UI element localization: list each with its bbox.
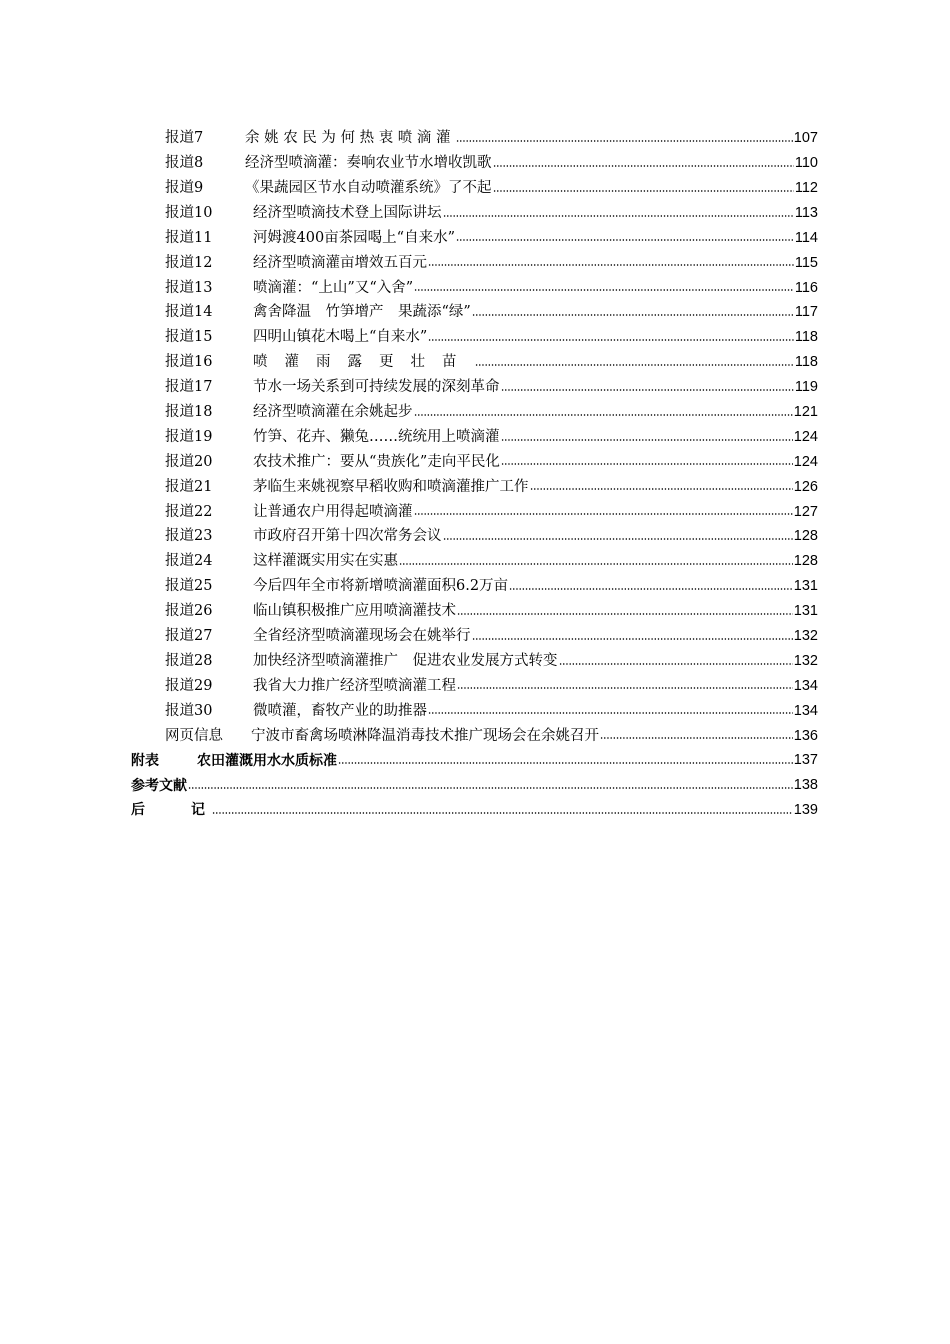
toc-entry[interactable] <box>0 325 950 350</box>
dot-leader <box>414 286 794 294</box>
toc-entry-page: 110 <box>794 155 818 172</box>
dot-leader <box>338 759 793 767</box>
toc-entry-page: 117 <box>794 304 818 321</box>
toc-entry-page: 116 <box>794 279 818 296</box>
dot-leader <box>475 361 794 369</box>
toc-entry-page: 132 <box>793 652 818 669</box>
toc-entry-page: 131 <box>793 603 818 620</box>
toc-entry-label: 报道22 <box>165 503 213 520</box>
toc-entry-title: 今后四年全市将新增喷滴灌面积6.2万亩 <box>253 578 509 595</box>
toc-entry-page: 112 <box>794 179 818 196</box>
toc-appendix[interactable] <box>0 748 950 773</box>
toc-entry-label: 报道26 <box>165 603 213 620</box>
toc-entry-page: 124 <box>793 453 818 470</box>
toc-entry[interactable] <box>0 499 950 524</box>
toc-entry-title: 经济型喷滴灌在余姚起步 <box>253 403 413 420</box>
toc-entry-page: 134 <box>793 702 818 719</box>
dot-leader <box>501 436 793 444</box>
dot-leader <box>399 560 793 568</box>
toc-entry[interactable] <box>0 350 950 375</box>
toc-entry-title: 微喷灌，畜牧产业的助推器 <box>253 702 427 719</box>
toc-entry-page: 124 <box>793 428 818 445</box>
toc-entry-label: 报道25 <box>165 578 213 595</box>
dot-leader <box>559 660 793 668</box>
toc-entry[interactable] <box>0 375 950 400</box>
toc-entry-page: 131 <box>793 578 818 595</box>
toc-entry-title: 农技术推广：要从“贵族化”走向平民化 <box>253 453 500 470</box>
toc-entry-title: 临山镇积极推广应用喷滴灌技术 <box>253 603 456 620</box>
toc-entry-label: 报道16 <box>165 354 213 371</box>
toc-entry-label: 报道11 <box>165 229 213 246</box>
toc-entry[interactable] <box>0 649 950 674</box>
toc-entry-title: 让普通农户用得起喷滴灌 <box>253 503 413 520</box>
toc-entry-title: 我省大力推广经济型喷滴灌工程 <box>253 677 456 694</box>
toc-afterword-title: 后 记 <box>131 802 211 819</box>
toc-entry-page: 128 <box>793 528 818 545</box>
dot-leader <box>428 336 794 344</box>
dot-leader <box>428 261 794 269</box>
toc-entry-page: 114 <box>794 229 818 246</box>
toc-entry-page: 107 <box>793 130 818 147</box>
toc-entry-page: 115 <box>794 254 818 271</box>
toc-entry-label: 报道9 <box>165 179 204 196</box>
dot-leader <box>493 187 794 195</box>
dot-leader <box>414 510 793 518</box>
toc-entry[interactable] <box>0 201 950 226</box>
toc-entry-page: 118 <box>794 354 818 371</box>
toc-afterword-page: 139 <box>793 802 818 819</box>
toc-references[interactable] <box>0 773 950 798</box>
toc-entry-title: 经济型喷滴灌：奏响农业节水增收凯歌 <box>245 155 492 172</box>
dot-leader <box>456 137 793 145</box>
dot-leader <box>443 535 793 543</box>
toc-entry-page: 119 <box>794 379 818 396</box>
dot-leader <box>509 585 793 593</box>
toc-entry-label: 报道30 <box>165 702 213 719</box>
toc-entry[interactable] <box>0 674 950 699</box>
toc-entry-title: 竹笋、花卉、獭兔……统统用上喷滴灌 <box>253 428 500 445</box>
toc-entry-page: 127 <box>793 503 818 520</box>
toc-entry-label: 报道29 <box>165 677 213 694</box>
toc-entry-title: 禽舍降温 竹笋增产 果蔬添“绿” <box>253 304 471 321</box>
toc-entry-label: 报道28 <box>165 652 213 669</box>
toc-entry[interactable] <box>0 524 950 549</box>
dot-leader <box>501 386 794 394</box>
toc-entry-title: 河姆渡400亩茶园喝上“自来水” <box>253 229 456 246</box>
table-of-contents <box>0 126 950 823</box>
dot-leader <box>457 684 793 692</box>
toc-entry-label: 报道27 <box>165 628 213 644</box>
toc-entry-label: 报道21 <box>165 478 213 495</box>
toc-entry-page: 118 <box>794 329 818 346</box>
toc-references-title: 参考文献 <box>131 777 187 794</box>
toc-entry-label: 报道15 <box>165 329 213 346</box>
toc-entry-title: 《果蔬园区节水自动喷灌系统》了不起 <box>245 179 492 196</box>
toc-entry-label: 报道10 <box>165 204 213 221</box>
toc-entry-title: 这样灌溉实用实在实惠 <box>253 553 398 570</box>
toc-entry-label: 报道14 <box>165 304 213 321</box>
toc-appendix-label: 附表 <box>131 752 159 769</box>
toc-entry-page: 126 <box>793 478 818 495</box>
toc-entry-page: 121 <box>793 403 818 420</box>
toc-entry-title: 全省经济型喷滴灌现场会在姚举行 <box>253 628 471 644</box>
toc-entry[interactable] <box>0 151 950 176</box>
toc-entry[interactable] <box>0 176 950 201</box>
toc-entry-label: 报道7 <box>165 130 204 147</box>
toc-references-page: 138 <box>793 777 818 794</box>
toc-entry-label: 报道20 <box>165 453 213 470</box>
dot-leader <box>493 162 794 170</box>
dot-leader <box>501 460 793 468</box>
toc-entry[interactable] <box>0 723 950 748</box>
toc-entry-page: 128 <box>793 553 818 570</box>
dot-leader <box>456 236 794 244</box>
toc-entry-page: 136 <box>793 727 818 744</box>
toc-entry-title: 四明山镇花木喝上“自来水” <box>253 329 428 346</box>
toc-entry-label: 报道12 <box>165 254 213 271</box>
toc-entry[interactable] <box>0 400 950 425</box>
toc-entry[interactable] <box>0 126 950 151</box>
dot-leader <box>457 610 793 618</box>
toc-entry-label: 报道24 <box>165 553 213 570</box>
toc-entry[interactable] <box>0 698 950 723</box>
toc-entry-title: 喷灌雨露更壮苗 <box>253 354 474 371</box>
toc-entry[interactable] <box>0 226 950 251</box>
dot-leader <box>188 784 793 792</box>
toc-entry[interactable] <box>0 599 950 624</box>
dot-leader <box>443 212 794 220</box>
toc-entry-label: 报道8 <box>165 155 204 172</box>
toc-entry-label: 网页信息 <box>165 727 223 744</box>
toc-entry-label: 报道18 <box>165 403 213 420</box>
toc-entry[interactable] <box>0 474 950 499</box>
dot-leader <box>472 635 793 643</box>
toc-entry-page: 134 <box>793 677 818 694</box>
toc-appendix-page: 137 <box>793 752 818 769</box>
toc-entry-title: 经济型喷滴技术登上国际讲坛 <box>253 204 442 221</box>
toc-entry-page: 113 <box>794 204 818 221</box>
toc-entry[interactable] <box>0 549 950 574</box>
dot-leader <box>428 709 793 717</box>
toc-appendix-title: 农田灌溉用水水质标准 <box>197 752 337 769</box>
toc-entry-title: 宁波市畜禽场喷淋降温消毒技术推广现场会在余姚召开 <box>251 727 599 744</box>
toc-entry[interactable] <box>0 574 950 599</box>
dot-leader <box>530 485 793 493</box>
toc-afterword[interactable] <box>0 798 950 823</box>
toc-entry-title: 经济型喷滴灌亩增效五百元 <box>253 254 427 271</box>
toc-entry[interactable] <box>0 250 950 275</box>
toc-entry-page: 132 <box>793 628 818 644</box>
toc-entry[interactable] <box>0 275 950 300</box>
toc-entry[interactable] <box>0 450 950 475</box>
toc-entry-title: 喷滴灌：“上山”又“入舍” <box>253 279 414 296</box>
toc-entry[interactable] <box>0 300 950 325</box>
dot-leader <box>414 411 793 419</box>
toc-entry-label: 报道17 <box>165 379 213 396</box>
toc-entry-title: 市政府召开第十四次常务会议 <box>253 528 442 545</box>
dot-leader <box>600 734 793 742</box>
dot-leader <box>472 311 794 319</box>
toc-entry-title: 茅临生来姚视察早稻收购和喷滴灌推广工作 <box>253 478 529 495</box>
toc-entry-title: 余姚农民为何热衷喷滴灌 <box>245 130 456 147</box>
toc-entry-label: 报道19 <box>165 428 213 445</box>
toc-entry-title: 加快经济型喷滴灌推广 促进农业发展方式转变 <box>253 652 558 669</box>
toc-entry-title: 节水一场关系到可持续发展的深刻革命 <box>253 379 500 396</box>
toc-entry[interactable] <box>0 425 950 450</box>
toc-entry-label: 报道23 <box>165 528 213 545</box>
dot-leader <box>212 809 793 817</box>
toc-entry-label: 报道13 <box>165 279 213 296</box>
toc-entry[interactable] <box>0 624 950 649</box>
